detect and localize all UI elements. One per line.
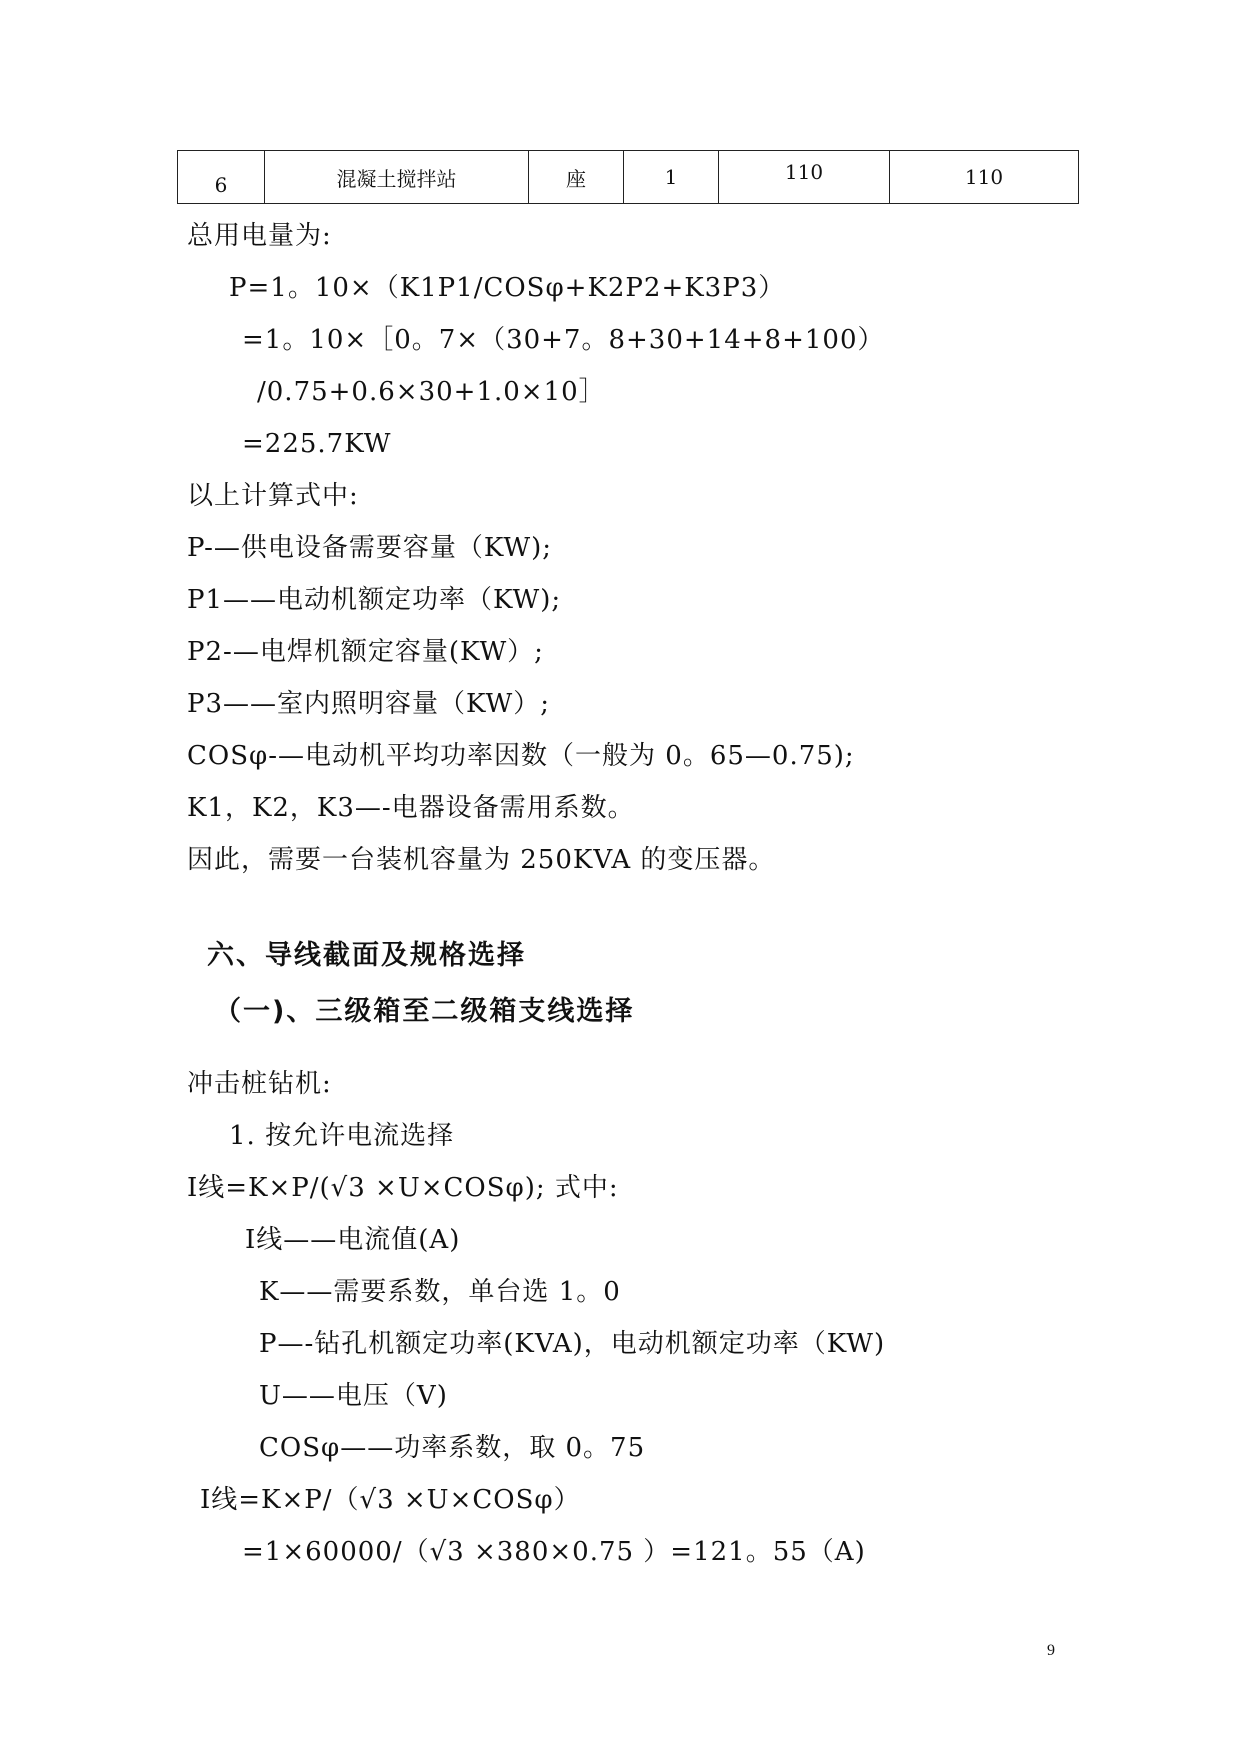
numbered-item: 1. 按允许电流选择: [229, 1121, 455, 1151]
formula-line: /0.75+0.6×30+1.0×10］: [257, 377, 606, 407]
text-line: 以上计算式中:: [187, 481, 359, 511]
formula-result: =225.7KW: [242, 429, 392, 459]
text-line: 冲击桩钻机:: [187, 1069, 332, 1099]
definition-line: P-—供电设备需要容量（KW);: [187, 533, 552, 563]
formula-line: =1。10×［0。7×（30+7。8+30+14+8+100）: [242, 325, 885, 355]
definition-line: I线——电流值(A): [245, 1225, 461, 1255]
definition-line: U——电压（V): [259, 1381, 448, 1411]
definition-line: P—-钻孔机额定功率(KVA)，电动机额定功率（KW): [259, 1329, 886, 1359]
formula-line: I线=K×P/(√3 ×U×COSφ); 式中:: [187, 1173, 619, 1203]
table-row: [178, 151, 1079, 204]
subsection-heading: （一)、三级箱至二级箱支线选择: [214, 996, 635, 1027]
table-cell-unit-power: 110: [719, 151, 890, 204]
formula-line: P=1。10×（K1P1/COSφ+K2P2+K3P3）: [229, 273, 786, 303]
definition-line: P2-—电焊机额定容量(KW）;: [187, 637, 544, 667]
table-cell-index: 6: [178, 151, 265, 204]
table-cell-quantity: 1: [624, 151, 719, 204]
section-heading: 六、导线截面及规格选择: [207, 940, 526, 971]
formula-line: I线=K×P/（√3 ×U×COSφ）: [200, 1485, 581, 1515]
text-line: 总用电量为:: [187, 221, 332, 251]
table-cell-total-power: 110: [890, 151, 1079, 204]
conclusion-line: 因此，需要一台装机容量为 250KVA 的变压器。: [187, 845, 776, 875]
formula-result: =1×60000/（√3 ×380×0.75 ）=121。55（A): [242, 1537, 866, 1567]
definition-line: K——需要系数，单台选 1。0: [259, 1277, 621, 1307]
equipment-table: [177, 150, 1079, 204]
definition-line: P1——电动机额定功率（KW);: [187, 585, 562, 615]
definition-line: P3——室内照明容量（KW）;: [187, 689, 551, 719]
definition-line: COSφ-—电动机平均功率因数（一般为 0。65—0.75);: [187, 741, 855, 771]
definition-line: COSφ——功率系数，取 0。75: [259, 1433, 646, 1463]
table-cell-unit: 座: [529, 151, 624, 204]
definition-line: K1，K2，K3—-电器设备需用系数。: [187, 793, 635, 823]
page-number: 9: [1047, 1642, 1055, 1659]
table-cell-equipment-name: 混凝土搅拌站: [265, 151, 529, 204]
